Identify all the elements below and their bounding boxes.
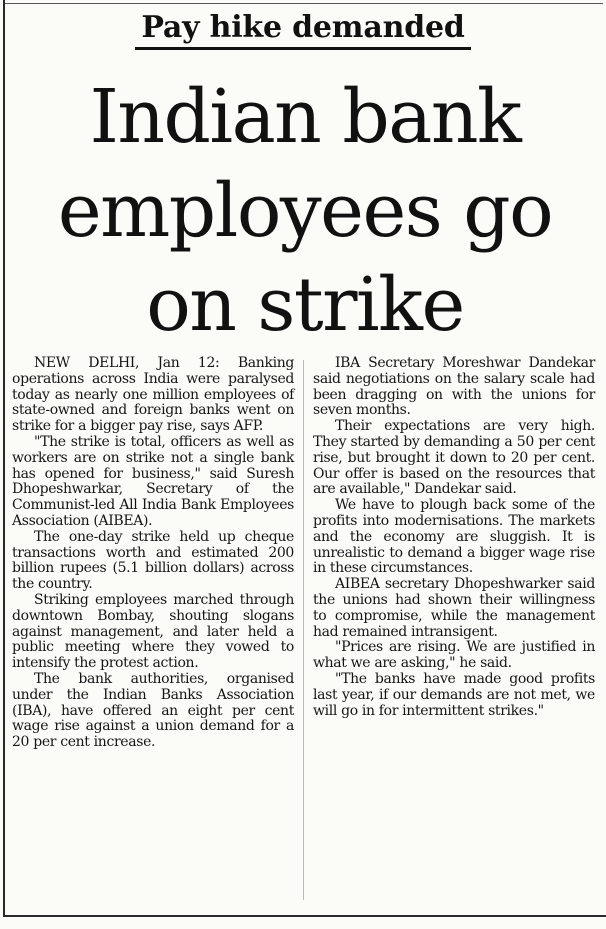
main-headline: Indian bank employees go on strike	[57, 74, 553, 348]
column-gutter	[303, 360, 304, 900]
clipping-top-edge	[3, 3, 603, 4]
paragraph: Striking employees marched through downtown Bombay, shouting slogans against management, and later held a public meeting where they vowed to intensify the protest action.	[12, 591, 294, 672]
paragraph: NEW DELHI, Jan 12: Banking operations across India were paralysed today as nearly one million employees of state-owned and foreign banks went on strike for a bigger pay rise, says AFP.	[12, 355, 294, 435]
clipping-bottom-edge	[3, 915, 606, 917]
paragraph: We have to plough back some of the profits into modernisations. The markets and the economy are sluggish. It is unrealistic to demand a bigger wage rise in these circumstances.	[313, 497, 595, 577]
paragraph: The one-day strike held up cheque transactions worth and estimated 200 billion rupees (5.1 billion dollars) across the country.	[12, 528, 294, 593]
article-column-right	[313, 356, 595, 719]
paragraph: "The strike is total, officers as well as workers are on strike not a single bank has opened for business," said Suresh Dhopeshwarkar, Secretary of the Communist-led All India Bank Employees Association (AIBEA).	[12, 433, 294, 529]
clipping-left-edge	[3, 0, 5, 915]
kicker-container	[0, 10, 606, 50]
kicker-headline: Pay hike demanded	[135, 10, 470, 50]
paragraph: AIBEA secretary Dhopeshwarker said the unions had shown their willingness to compromise, while the management had remained intransigent.	[313, 576, 595, 640]
paragraph: The bank authorities, organised under the Indian Banks Association (IBA), have offered an eight per cent wage rise against a union demand for a 20 per cent increase.	[12, 670, 294, 751]
paragraph: Their expectations are very high. They started by demanding a 50 per cent rise, but brought it down to 20 per cent. Our offer is based on the resources that are available," Dandekar said.	[313, 418, 595, 498]
paragraph: IBA Secretary Moreshwar Dandekar said negotiations on the salary scale had been dragging on with the unions for seven months.	[313, 355, 595, 419]
article-column-left	[12, 356, 294, 751]
paragraph: "Prices are rising. We are justified in what we are asking," he said.	[313, 639, 595, 672]
paragraph: "The banks have made good profits last year, if our demands are not met, we will go in for intermittent strikes."	[313, 670, 595, 719]
